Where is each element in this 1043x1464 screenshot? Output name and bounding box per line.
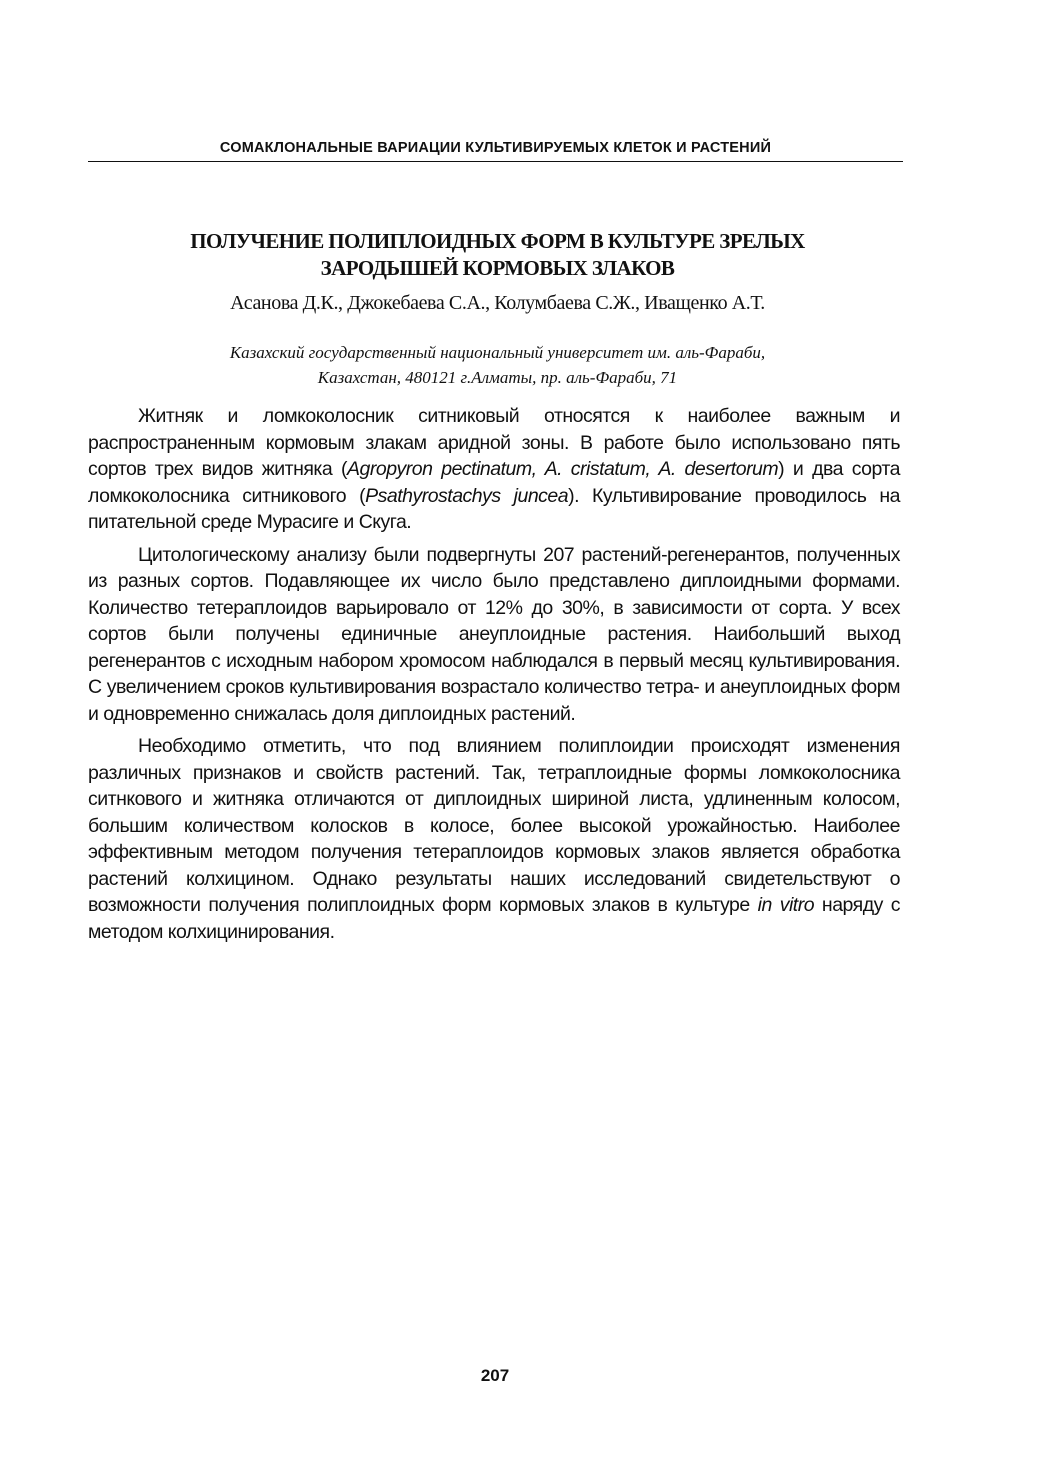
affiliation-line-1: Казахский государственный национальный университет им. аль-Фараби,	[229, 343, 766, 362]
title-line-1: ПОЛУЧЕНИЕ ПОЛИПЛОИДНЫХ ФОРМ В КУЛЬТУРЕ ЗРЕЛЫХ	[190, 229, 805, 253]
title-line-2: ЗАРОДЫШЕЙ КОРМОВЫХ ЗЛАКОВ	[320, 256, 675, 280]
paragraph-1	[88, 403, 900, 536]
paragraph-1-text-b: ) и два сорта ломкоколосника ситникового (	[88, 458, 900, 507]
article-body	[88, 403, 900, 951]
affiliation-line-2: Казахстан, 480121 г.Алматы, пр. аль-Фараби, 71	[317, 368, 678, 387]
running-head: СОМАКЛОНАЛЬНЫЕ ВАРИАЦИИ КУЛЬТИВИРУЕМЫХ КЛЕТОК И РАСТЕНИЙ	[88, 140, 903, 162]
paragraph-1-text-c: ). Культивирование проводилось на питательной среде Мурасиге и Скуга.	[88, 484, 900, 533]
paragraph-1-text-a: Житняк и ломкоколосник ситниковый относятся к наиболее важным и распространенным кормовым злакам аридной зоны. В работе было использовано пять сортов трех видов житняка (	[88, 405, 900, 480]
paragraph-3	[88, 733, 900, 945]
affiliation	[100, 340, 895, 390]
paragraph-2: Цитологическому анализу были подвергнуты 207 растений-регенерантов, полученных из разных сортов. Подавляющее их число было представлено диплоидными формами. Количество тетераплоидов варьировало от 12% до 30%, в зависимости от сорта. У всех сортов были получены единичные анеуплоидные растения. Наибольший выход регенерантов с исходным набором хромосом наблюдался в первый месяц культивирования. С увеличением сроков культивирования возрастало количество тетра- и анеуплоидных форм и одновременно снижалась доля диплоидных растений.	[88, 543, 900, 725]
species-psathyrostachys: Psathyrostachys juncea	[365, 484, 569, 507]
species-agropyron: Agropyron pectinatum, A. cristatum, A. desertorum	[347, 458, 779, 480]
paragraph-3-text-a: Необходимо отметить, что под влиянием полиплоидии происходят изменения различных признаков и свойств растений. Так, тетраплоидные формы ломкоколосника ситнкового и житняка отличаются от диплоидных шириной листа, удлиненным колосом, большим количеством колосков в колосе, более высокой урожайностью. Наиболее эффективным методом получения тетераплоидов кормовых злаков является обработка растений колхицином. Однако результаты наших исследований свидетельствуют о возможности получения полиплоидных форм кормовых злаков в культуре	[88, 735, 900, 916]
term-in-vitro: in vitro	[757, 894, 815, 916]
page-number: 207	[480, 1366, 510, 1385]
authors: Асанова Д.К., Джокебаева С.А., Колумбаева С.Ж., Иващенко А.Т.	[230, 292, 765, 314]
paragraph-3-text-b: наряду с методом колхицинирования.	[88, 894, 900, 943]
article-title	[100, 228, 895, 282]
